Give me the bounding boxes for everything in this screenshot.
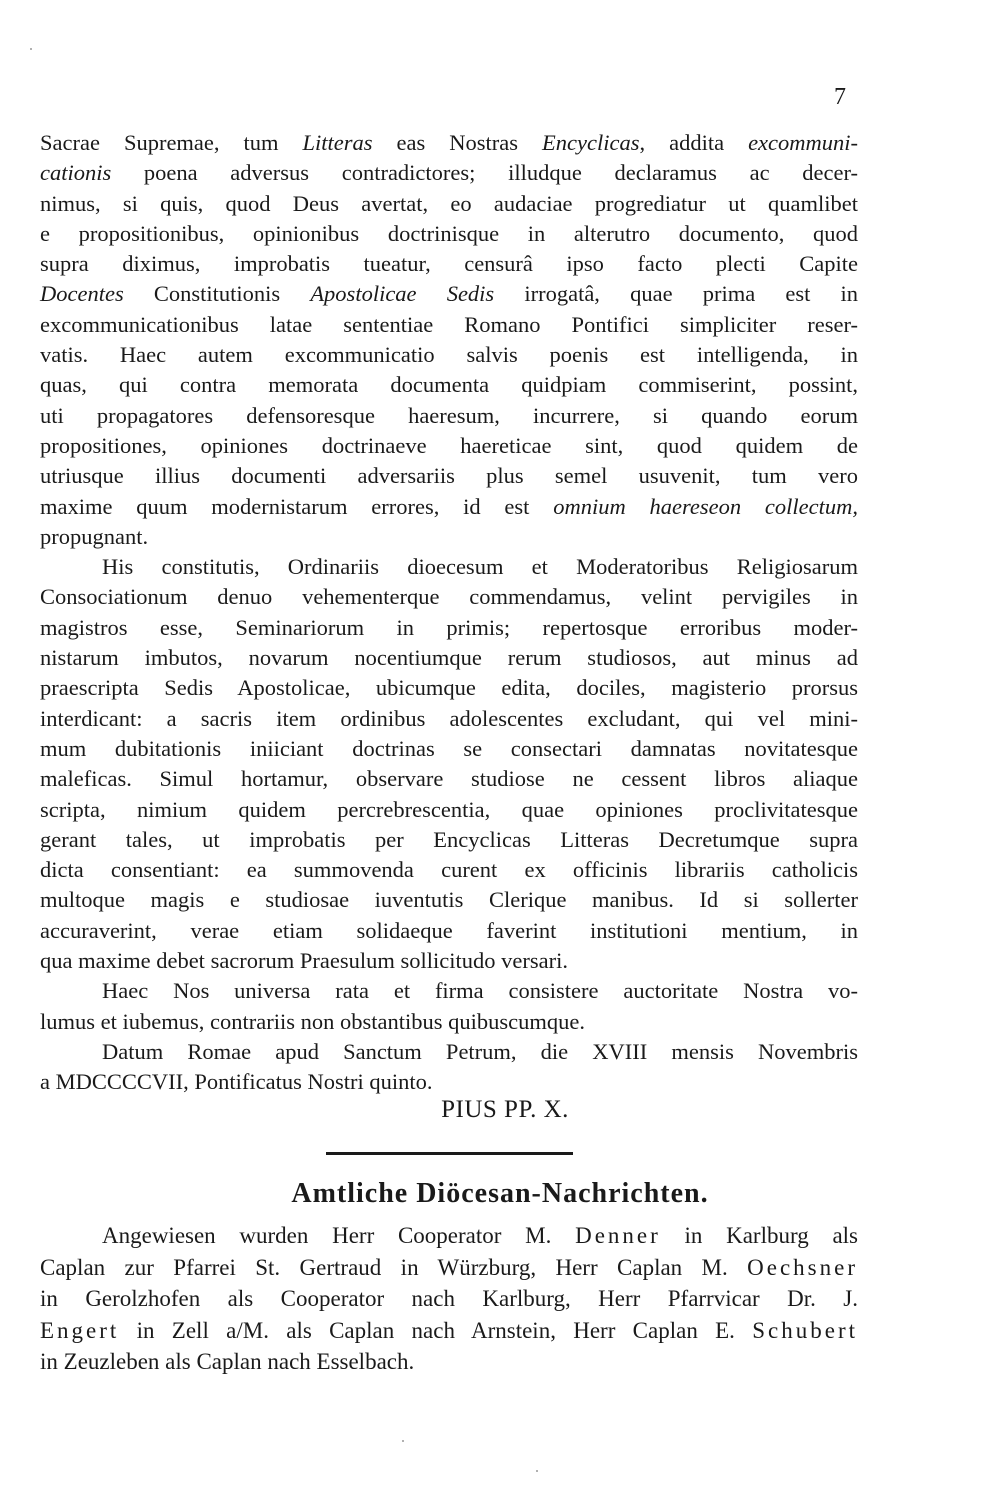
text-run: lumus et iubemus, contrariis non obstantibus quibuscumque. [40,1008,585,1034]
scan-speck [402,1440,404,1442]
text-run: , addita [639,130,749,155]
text-run: magistros esse, Seminariorum in primis; repertosque erroribus moder- [40,614,858,640]
text-line [40,1037,858,1067]
text-run: Litteras [302,130,373,155]
section-divider [326,1152,573,1155]
text-line [40,734,858,764]
text-line [40,249,858,279]
text-run: vatis. Haec autem excommunicatio salvis poenis est intelligenda, in [40,342,858,368]
text-run: irrogatâ, quae prima est in [494,281,858,307]
text-run: eas Nostras [372,130,543,155]
text-run: Haec Nos universa rata et firma consistere auctoritate Nostra vo- [102,978,858,1004]
text-run: Caplan zur Pfarrei St. Gertraud in Würzburg, Herr Caplan M. [40,1254,748,1280]
text-line [40,189,858,219]
text-line [40,643,858,673]
german-text-block [40,1220,858,1378]
text-line [40,552,858,582]
text-run: Consociationum denuo vehementerque commendamus, velint pervigiles in [40,584,858,610]
text-run: in Zell a/M. als Caplan nach Arnstein, Herr Caplan E. [119,1317,753,1343]
text-line [40,1220,858,1252]
text-run: mum dubitationis iniiciant doctrinas se consectari damnatas novitatesque [40,735,858,761]
page-number: 7 [834,84,846,110]
text-run: gerant tales, ut improbatis per Encyclicas Litteras Decretumque supra [40,826,858,852]
scan-speck [30,48,32,50]
text-line [40,1346,858,1378]
scan-speck [536,1470,538,1472]
text-run: Docentes [40,281,124,307]
text-line [40,673,858,703]
text-line [40,855,858,885]
text-run: cationis [40,160,112,186]
text-run: in Zeuzleben als Caplan nach Esselbach. [40,1349,415,1374]
text-run: excommunicationibus latae sententiae Romano Pontifici simpliciter reser- [40,311,858,337]
text-run: e propositionibus, opinionibus doctrinisque in alterutro documento, quod [40,220,858,246]
section-heading: Amtliche Diöcesan-Nachrichten. [291,1178,709,1209]
text-line [40,885,858,915]
text-run: Angewiesen wurden Herr Cooperator M. [102,1223,576,1248]
text-run: Denner [575,1223,661,1248]
text-run: in Karlburg als [660,1223,858,1248]
text-line [40,401,858,431]
text-run: praescripta Sedis Apostolicae, ubicumque edita, dociles, magisterio prorsus [40,675,858,701]
text-line [40,370,858,400]
text-run: poena adversus contradictores; illudque declaramus ac decer- [111,160,858,186]
text-run: nistarum imbutos, novarum nocentiumque rerum studiosos, aut minus ad [40,645,858,671]
text-line [40,795,858,825]
text-line [40,431,858,461]
text-run: dicta consentiant: ea summovenda curent ex officinis librariis catholicis [40,857,858,883]
text-line [40,158,858,188]
signature: PIUS PP. X. [441,1096,569,1123]
text-run: Schubert [752,1317,858,1343]
text-run: utriusque illius documenti adversariis plus semel usuvenit, tum vero [40,463,858,489]
text-line [40,946,858,976]
text-run: Constitutionis [123,281,311,307]
text-line [40,461,858,491]
text-run: quas, qui contra memorata documenta quidpiam commiserint, possint, [40,372,858,398]
text-run: maleficas. Simul hortamur, observare studiose ne cessent libros aliaque [40,766,858,792]
text-line [40,764,858,794]
text-run: Datum Romae apud Sanctum Petrum, die XVIII mensis Novembris [102,1038,858,1064]
text-run: propugnant. [40,523,149,549]
text-line [40,1067,858,1097]
text-line [40,1283,858,1315]
text-run: omnium haereseon collectum, [553,493,858,519]
text-line [40,1252,858,1284]
text-line [40,582,858,612]
text-line [40,128,858,158]
text-run: qua maxime debet sacrorum Praesulum sollicitudo versari. [40,948,568,974]
latin-text-block [40,128,858,1098]
text-run: accuraverint, verae etiam solidaeque faverint institutioni mentium, in [40,917,858,943]
text-run: Apostolicae Sedis [310,281,495,307]
text-run: multoque magis e studiosae iuventutis Clerique manibus. Id si sollerter [40,887,858,913]
text-line [40,613,858,643]
text-line [40,219,858,249]
text-run: uti propagatores defensoresque haeresum, incurrere, si quando eorum [40,402,858,428]
text-run: Encyclicas [542,130,640,155]
text-line [40,825,858,855]
text-run: Oechsner [747,1254,858,1280]
text-line [40,492,858,522]
text-line [40,522,858,552]
text-run: maxime quum modernistarum errores, id est [40,493,554,519]
text-run: Engert [40,1317,120,1343]
text-run: excommuni- [748,130,859,155]
text-run: scripta, nimium quidem percrebrescentia, quae opiniones proclivitatesque [40,796,858,822]
text-run: supra diximus, improbatis tueatur, censurâ ipso facto plecti Capite [40,251,858,277]
text-line [40,1007,858,1037]
text-run: nimus, si quis, quod Deus avertat, eo audaciae progrediatur ut quamlibet [40,190,858,216]
text-line [40,279,858,309]
text-line [40,976,858,1006]
text-run: His constitutis, Ordinariis dioecesum et Moderatoribus Religiosarum [102,554,858,580]
text-line [40,340,858,370]
text-run: Sacrae Supremae, tum [40,130,303,155]
text-line [40,1315,858,1347]
text-line [40,916,858,946]
text-run: propositiones, opiniones doctrinaeve haereticae sint, quod quidem de [40,432,858,458]
text-line [40,310,858,340]
text-line [40,704,858,734]
text-run: in Gerolzhofen als Cooperator nach Karlburg, Herr Pfarrvicar Dr. J. [40,1286,858,1311]
text-run: interdicant: a sacris item ordinibus adolescentes excludant, qui vel mini- [40,705,858,731]
text-run: a MDCCCCVII, Pontificatus Nostri quinto. [40,1069,433,1095]
